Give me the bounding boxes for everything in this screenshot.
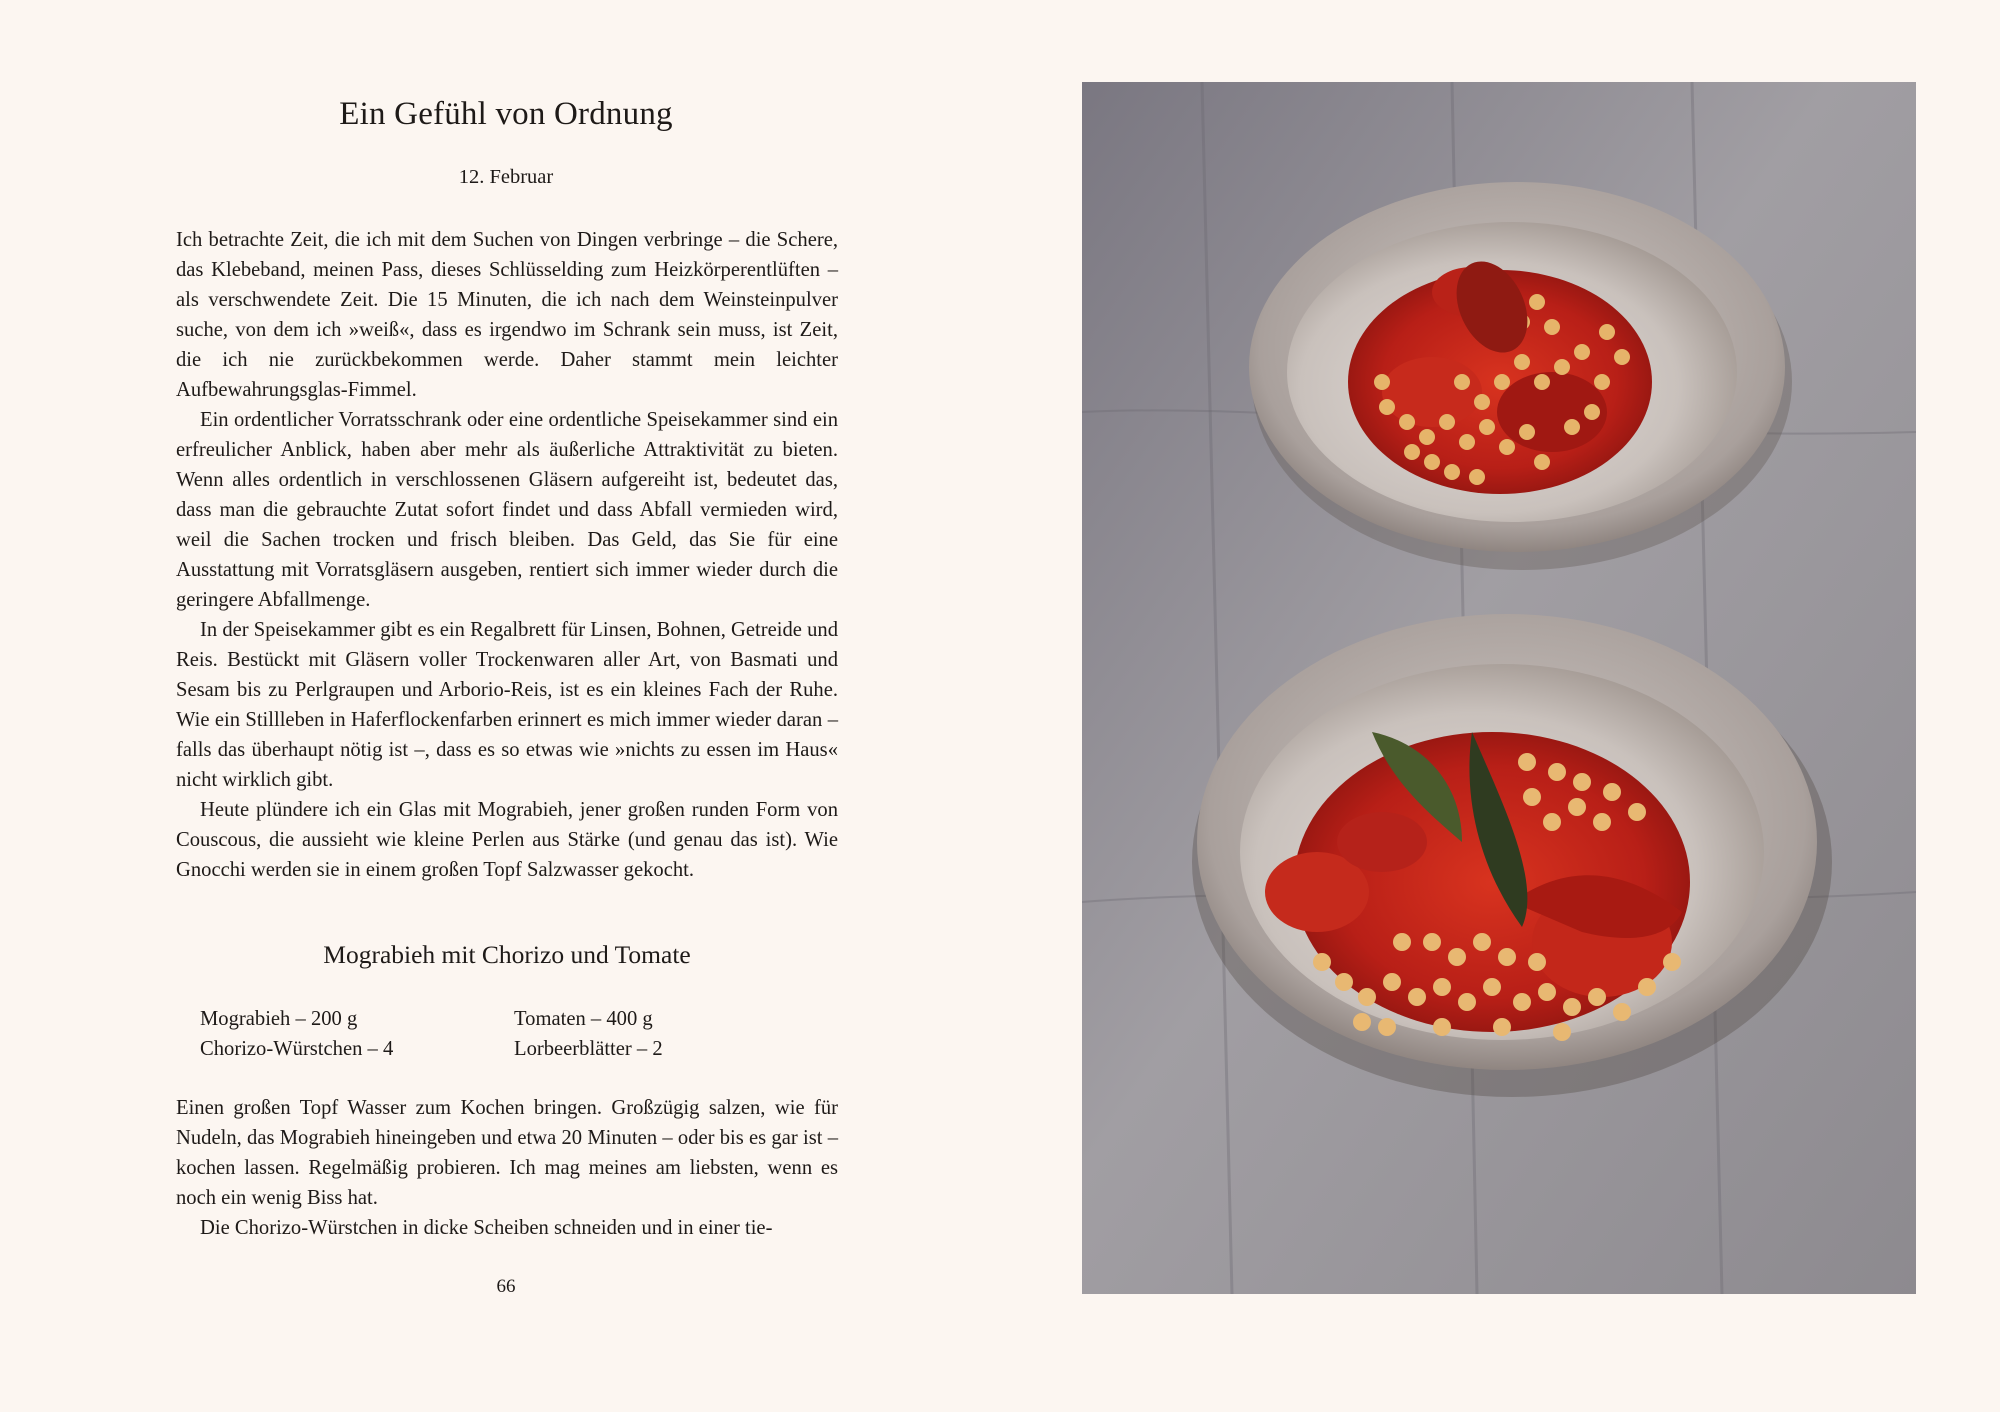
body-text [176,225,838,885]
recipe-method [176,1093,838,1243]
chapter-title: Ein Gefühl von Ordnung [339,96,673,132]
paragraph: Ein ordentlicher Vorratsschrank oder eine ordentliche Speisekammer sind ein erfreulicher Anblick, haben aber mehr als äußerliche Attraktivität zu bieten. Wenn alles ordentlich in verschlossenen Gläsern aufgereiht ist, bedeutet das, dass man die gebrauchte Zutat sofort findet und dass Abfall vermieden wird, weil die Sachen trocken und frisch bleiben. Das Geld, das Sie für eine Ausstattung mit Vorratsgläsern ausgeben, rentiert sich immer wieder durch die geringere Abfallmenge. [176,409,838,611]
ingredient-item: Mograbieh – 200 g [200,1008,358,1030]
top-bowl [1249,182,1792,570]
ingredient-item: Tomaten – 400 g [514,1008,653,1030]
ingredient-column-right [514,1004,663,1064]
method-paragraph: Die Chorizo-Würstchen in dicke Scheiben schneiden und in einer tie- [200,1217,773,1239]
recipe-title: Mograbieh mit Chorizo und Tomate [323,940,691,969]
ingredient-column-left [200,1004,393,1064]
paragraph: Ich betrachte Zeit, die ich mit dem Suchen von Dingen verbringe – die Schere, das Klebeband, meinen Pass, dieses Schlüsselding zum Heizkörperentlüften – als verschwendete Zeit. Die 15 Minuten, die ich nach dem Weinsteinpulver suche, von dem ich »weiß«, dass es irgendwo im Schrank sein muss, ist Zeit, die ich nie zurückbekommen werde. Daher stammt mein leichter Aufbewahrungsglas-Fimmel. [176,229,838,401]
method-paragraph: Einen großen Topf Wasser zum Kochen bringen. Großzügig salzen, wie für Nudeln, das Mograbieh hineingeben und etwa 20 Minuten – oder bis es gar ist – kochen lassen. Regelmäßig probieren. Ich mag meines am liebsten, wenn es noch ein wenig Biss hat. [176,1097,838,1209]
paragraph: In der Speisekammer gibt es ein Regalbrett für Linsen, Bohnen, Getreide und Reis. Bestückt mit Gläsern voller Trockenwaren aller Art, von Basmati und Sesam bis zu Perlgraupen und Arborio-Reis, ist es ein kleines Fach der Ruhe. Wie ein Stillleben in Haferflockenfarben erinnert es mich immer wieder daran – falls das überhaupt nötig ist –, dass es so etwas wie »nichts zu essen im Haus« nicht wirklich gibt. [176,619,838,791]
food-photo [1082,82,1916,1294]
ingredient-item: Lorbeerblätter – 2 [514,1038,663,1060]
chapter-date: 12. Februar [458,166,554,188]
page-number: 66 [496,1276,516,1297]
food-photo-illustration [1082,82,1916,1294]
ingredient-item: Chorizo-Würstchen – 4 [200,1038,394,1060]
paragraph: Heute plündere ich ein Glas mit Mograbieh, jener großen runden Form von Couscous, die aussieht wie kleine Perlen aus Stärke (und genau das ist). Wie Gnocchi werden sie in einem großen Topf Salzwasser gekocht. [176,799,838,881]
